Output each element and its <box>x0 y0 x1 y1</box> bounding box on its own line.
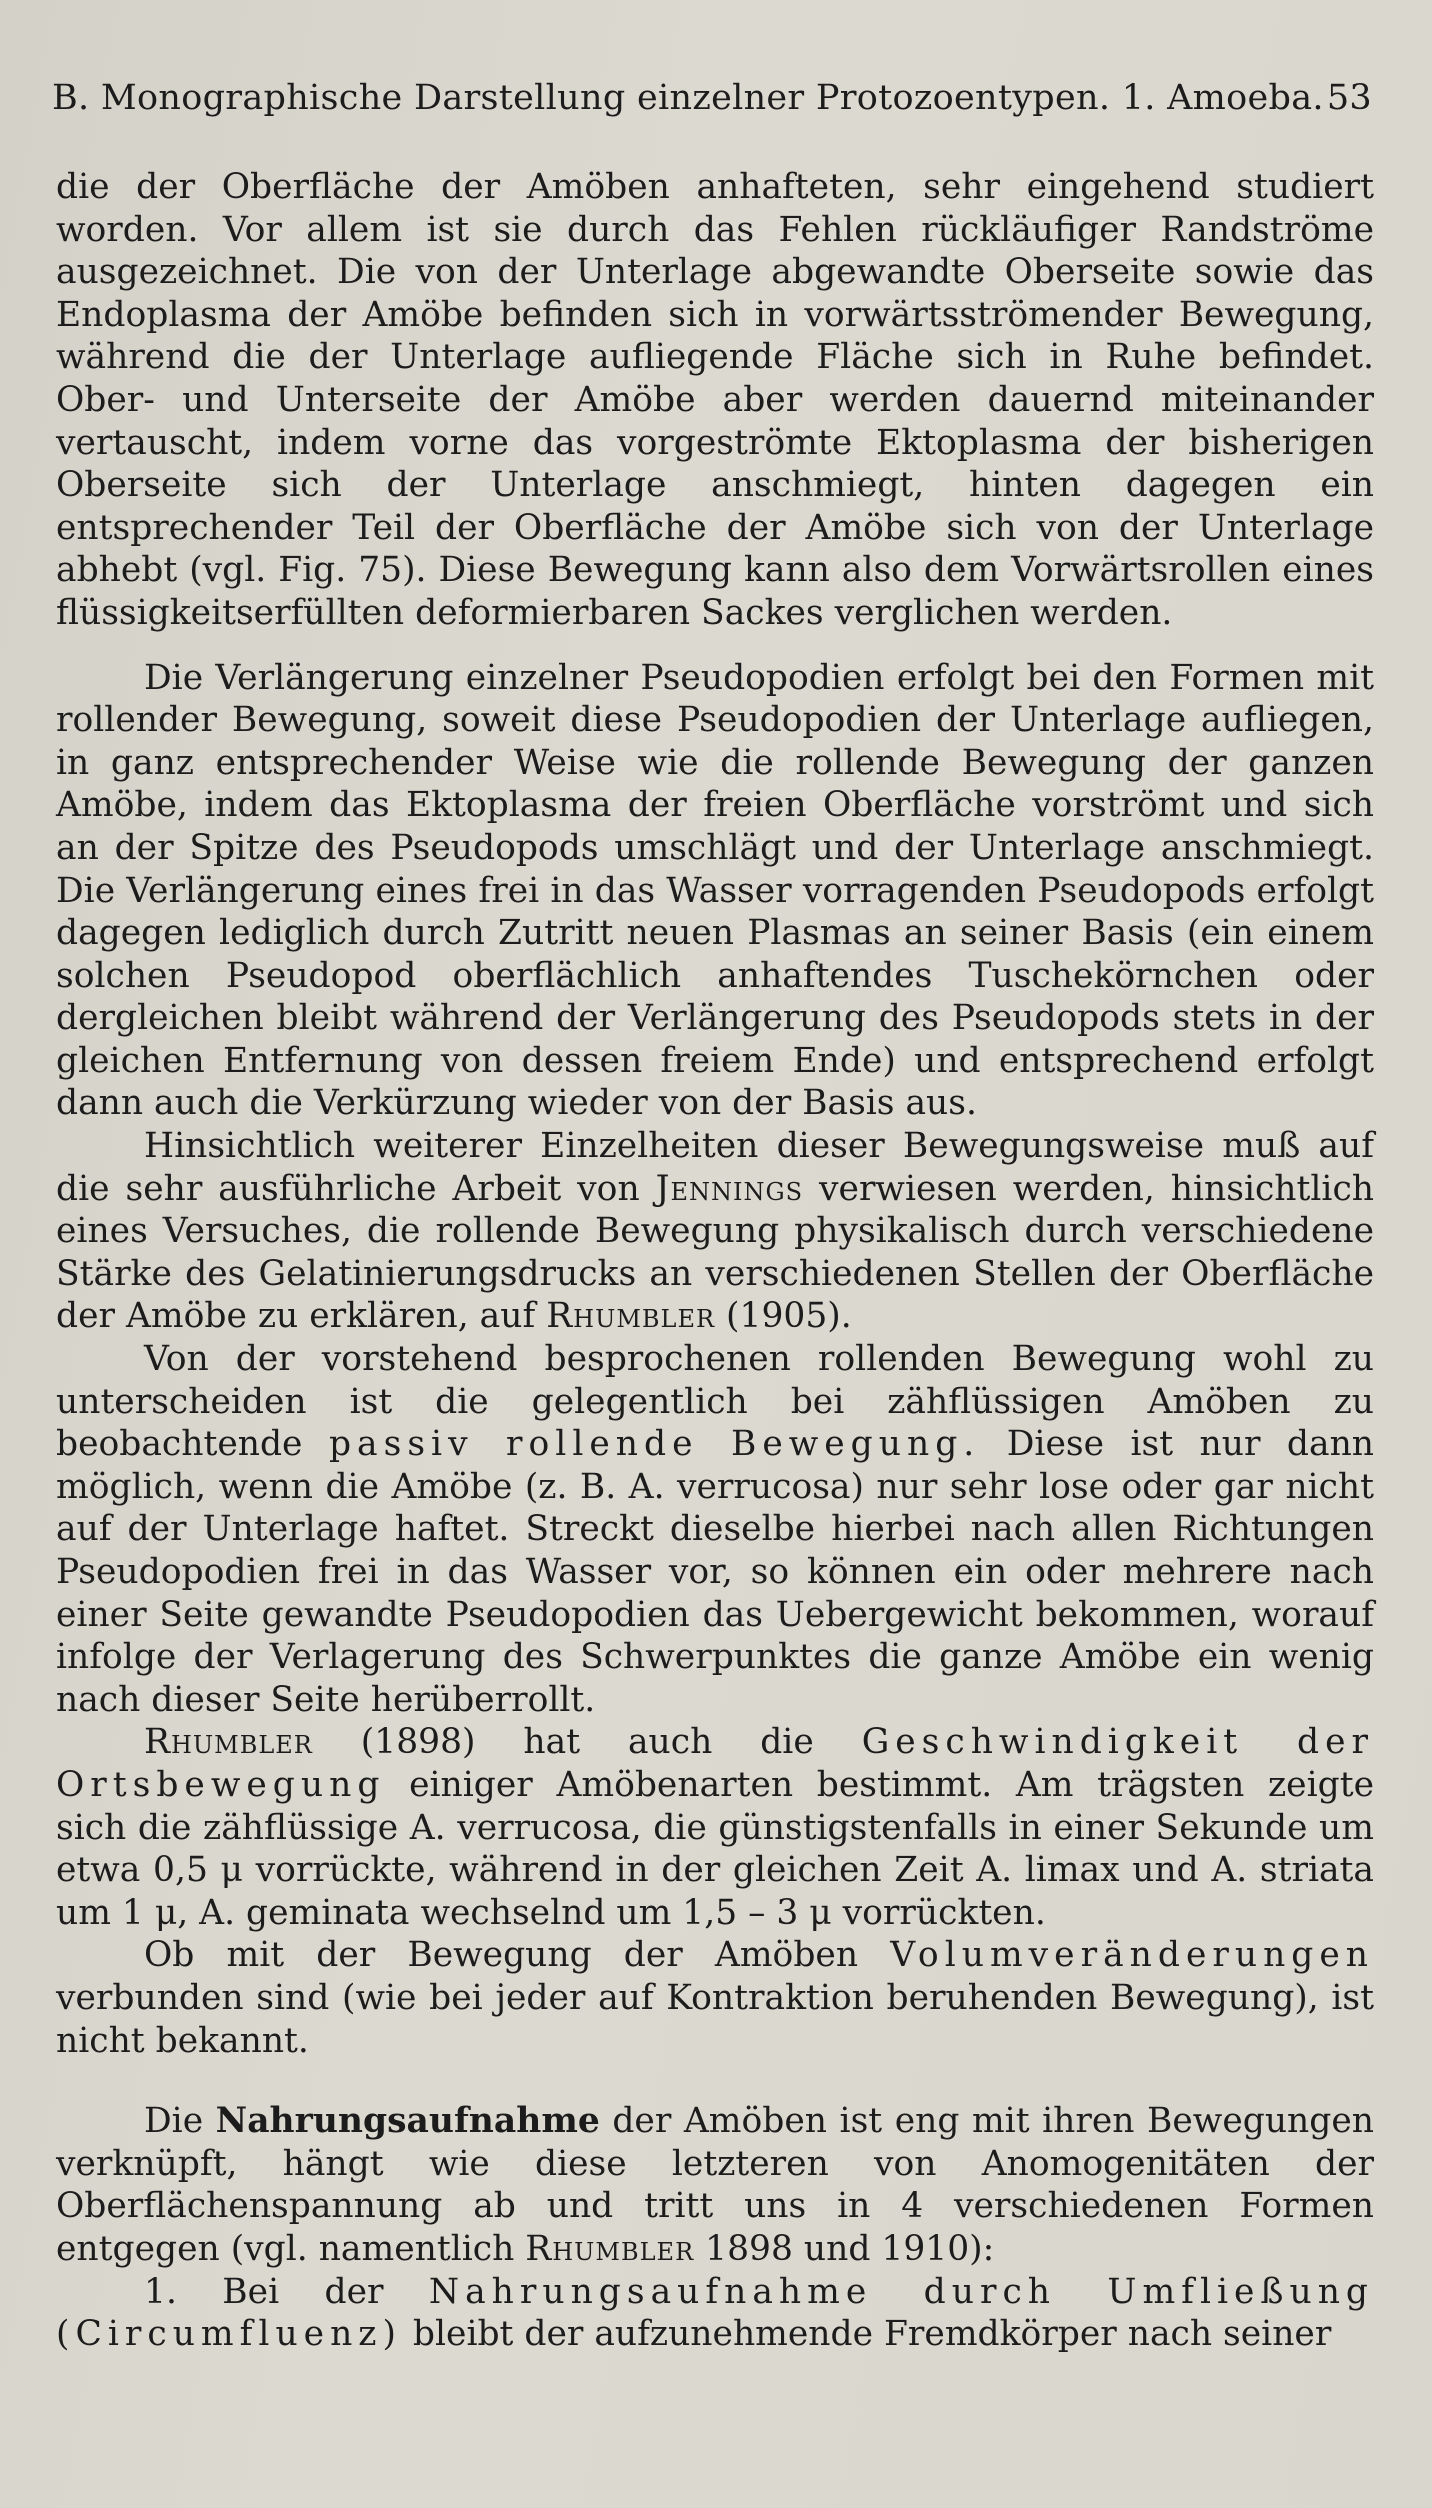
paragraph-1: die der Oberfläche der Amöben anhafteten, sehr eingehend studiert worden. Vor allem ist sie durch das Fehlen rückläufiger Randströme ausgezeichnet. Die von der Unterlage abgewandte Oberseite sowie das Endoplasma der Amöbe befinden sich in vorwärtsströmender Bewegung, während die der Unterlage aufliegende Fläche sich in Ruhe befindet. Ober- und Unterseite der Amöbe aber werden dauernd miteinander vertauscht, indem vorne das vorgeströmte Ektoplasma der bisherigen Oberseite sich der Unterlage anschmiegt, hinten dagegen ein entsprechender Teil der Oberfläche der Amöbe sich von der Unterlage abhebt (vgl. Fig. 75). Diese Bewegung kann also dem Vorwärtsrollen eines flüssigkeitserfüllten deformierbaren Sackes verglichen werden. <box>56 167 1374 633</box>
paragraph-6 <box>56 1934 1374 2062</box>
author-rhumbler: Rhumbler <box>546 1296 716 1337</box>
text-run: verwiesen werden, hinsichtlich eines Versuches, die rollende Bewegung physikalisch durch verschiedene Stärke des Gelatinierungsdrucks an verschiedenen Stellen der Oberfläche der Amöbe zu erklären, auf <box>56 1168 1375 1337</box>
spaced-term: (Circumfluenz) <box>56 2314 402 2355</box>
running-title: B. Monographische Darstellung einzelner Protozoentypen. 1. Amoeba. <box>52 78 1324 118</box>
text-run: Von der vorstehend besprochenen rollenden Bewegung wohl zu unterscheiden ist die gelegentlich bei zähflüssigen Amöben zu beobachtende <box>56 1339 1374 1465</box>
text-run: (1898) hat auch die <box>360 1722 814 1763</box>
text-run: einiger Amöbenarten bestimmt. Am trägsten zeigte sich die zähflüssige A. verrucosa, die günstigstenfalls in einer Sekunde um etwa 0,5 μ vorrückte, während in der gleichen Zeit A. limax und A. striata um 1 μ, A. geminata wechselnd um 1,5 – 3 μ vorrückten. <box>56 1764 1374 1933</box>
author-rhumbler: Rhumbler <box>144 1722 313 1763</box>
author-jennings: Jennings <box>655 1168 804 1209</box>
page-header <box>52 78 1372 134</box>
page-body <box>56 166 1374 2356</box>
text-run: (1905). <box>726 1296 852 1337</box>
paragraph-5 <box>56 1721 1374 1934</box>
text-run: verbunden sind (wie bei jeder auf Kontraktion beruhenden Bewegung), ist nicht bekannt. <box>56 1977 1374 2061</box>
paragraph-4 <box>56 1338 1374 1721</box>
author-rhumbler: Rhumbler <box>525 2228 695 2269</box>
text-run: der Amöben ist eng mit ihren Bewegungen verknüpft, hängt wie diese letzteren von Anomogenitäten der Oberflächenspannung ab und tritt uns in 4 verschiedenen Formen entgegen (vgl. namentlich <box>56 2101 1374 2269</box>
text-run: bleibt der aufzunehmende Fremdkörper nach seiner <box>412 2314 1332 2355</box>
section-term-nahrungsaufnahme: Nahrungsaufnahme <box>215 2101 600 2142</box>
paragraph-8 <box>56 2271 1374 2356</box>
text-run: Ob mit der Bewegung der Amöben <box>144 1935 859 1976</box>
paragraph-2: Die Verlängerung einzelner Pseudopodien erfolgt bei den Formen mit rollender Bewegung, soweit diese Pseudopodien der Unterlage aufliegen, in ganz entsprechender Weise wie die rollende Bewegung der ganzen Amöbe, indem das Ektoplasma der freien Oberfläche vorströmt und sich an der Spitze des Pseudopods umschlägt und der Unterlage anschmiegt. Die Verlängerung eines frei in das Wasser vorragenden Pseudopods erfolgt dagegen lediglich durch Zutritt neuen Plasmas an seiner Basis (ein einem solchen Pseudopod oberflächlich anhaftendes Tuschekörnchen oder dergleichen bleibt während der Verlängerung des Pseudopods stets in der gleichen Entfernung von dessen freiem Ende) und entsprechend erfolgt dann auch die Verkürzung wieder von der Basis aus. <box>56 657 1374 1124</box>
spaced-term: Nahrungsaufnahme durch Umfließung <box>428 2271 1375 2312</box>
text-run: 1898 und 1910): <box>705 2228 995 2269</box>
page-number: 53 <box>1326 78 1372 118</box>
spaced-term: Volumveränderungen <box>890 1935 1375 1976</box>
spaced-term: passiv rollende Bewegung. <box>328 1424 981 1465</box>
text-run: Diese ist nur dann möglich, wenn die Amöbe (z. B. A. verrucosa) nur sehr lose oder gar nicht auf der Unterlage haftet. Streckt dieselbe hierbei nach allen Richtungen Pseudopodien frei in das Wasser vor, so können ein oder mehrere nach einer Seite gewandte Pseudopodien das Uebergewicht bekommen, worauf infolge der Verlagerung des Schwerpunktes die ganze Amöbe ein wenig nach dieser Seite herüberrollt. <box>56 1424 1375 1720</box>
paragraph-3 <box>56 1125 1374 1338</box>
text-run: Hinsichtlich weiterer Einzelheiten dieser Bewegungsweise muß auf die sehr ausführliche Arbeit von <box>56 1126 1374 1209</box>
text-run: 1. Bei der <box>144 2271 384 2312</box>
spaced-term: Geschwindigkeit der Ortsbewegung <box>56 1722 1375 1805</box>
paragraph-7 <box>56 2100 1374 2270</box>
text-run: Die <box>144 2101 204 2142</box>
